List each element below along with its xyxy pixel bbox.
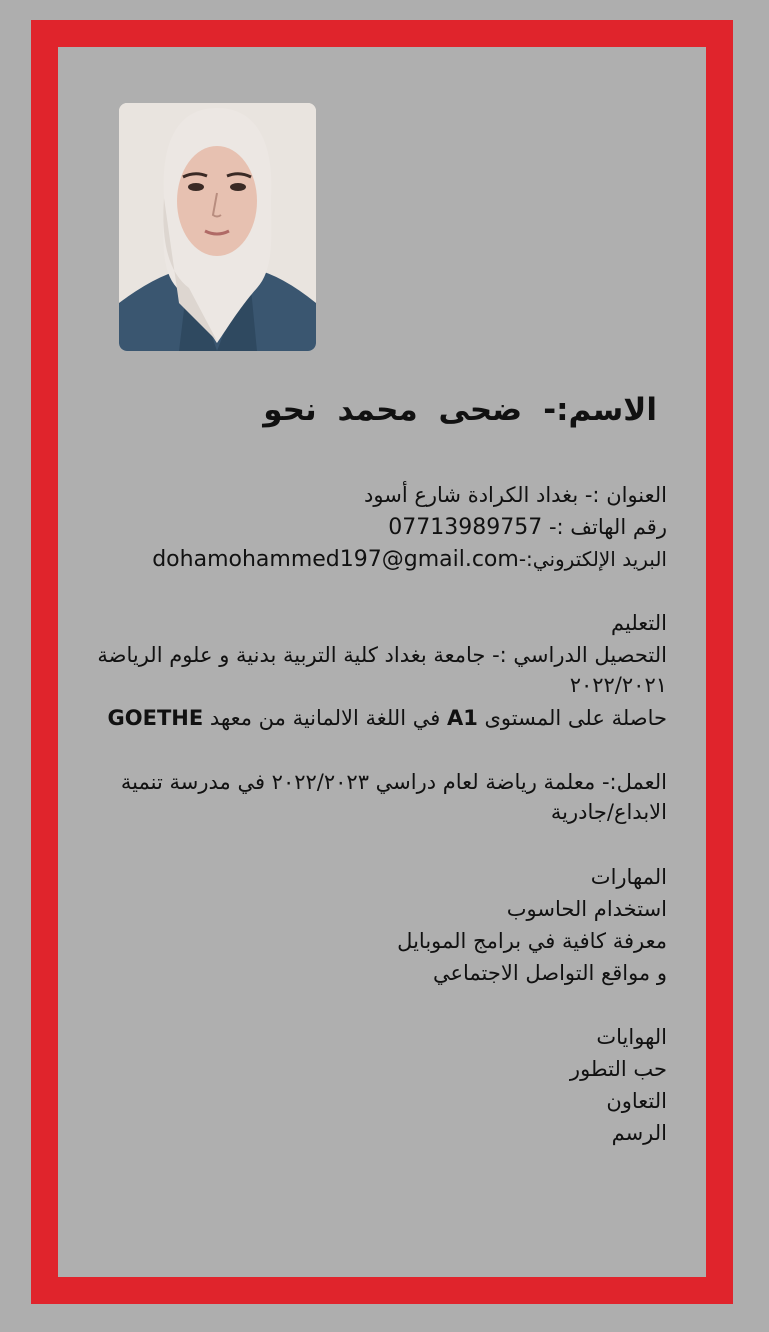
work-value: معلمة رياضة لعام دراسي ٢٠٢٢/٢٠٢٣ في مدرسة تنمية الابداع/جادرية [120,770,667,824]
skills-heading: المهارات [590,865,667,889]
degree-line [62,640,667,700]
hobby-item: الرسم [611,1121,667,1145]
work-label: العمل:- [601,770,667,794]
degree-label: التحصيل الدراسي :- [492,643,667,667]
name-value: ضحى محمد نحو [263,392,523,428]
cert-prefix: حاصلة على المستوى [484,706,667,730]
cert-level: A1 [446,706,478,730]
address-line [60,480,667,510]
profile-photo-illustration [119,103,316,351]
email-value: dohamohammed197@gmail.com [152,547,519,572]
cert-middle: في اللغة الالمانية من معهد [209,706,441,730]
education-heading: التعليم [611,611,667,635]
hobbies-heading: الهوايات [596,1025,667,1049]
hobby-item: التعاون [606,1089,667,1113]
phone-line [60,512,667,543]
skill-item: استخدام الحاسوب [506,897,667,921]
cert-institute: GOETHE [107,706,204,730]
name-line [60,392,657,428]
profile-photo [119,103,316,351]
name-label: الاسم:- [543,392,657,428]
hobby-item: حب التطور [569,1057,667,1081]
work-line [60,767,667,827]
skill-item: معرفة كافية في برامج الموبايل [397,929,667,953]
phone-value: 07713989757 [388,515,543,540]
email-label: البريد الإلكتروني:- [518,547,667,571]
phone-label: رقم الهاتف :- [548,515,667,539]
address-label: العنوان :- [584,483,667,507]
address-value: بغداد الكرادة شارع أسود [364,483,579,507]
email-line [40,544,667,575]
certificate-line [40,703,667,733]
degree-value: جامعة بغداد كلية التربية بدنية و علوم الرياضة ٢٠٢٢/٢٠٢١ [97,643,667,697]
skill-item: و مواقع التواصل الاجتماعي [432,961,667,985]
